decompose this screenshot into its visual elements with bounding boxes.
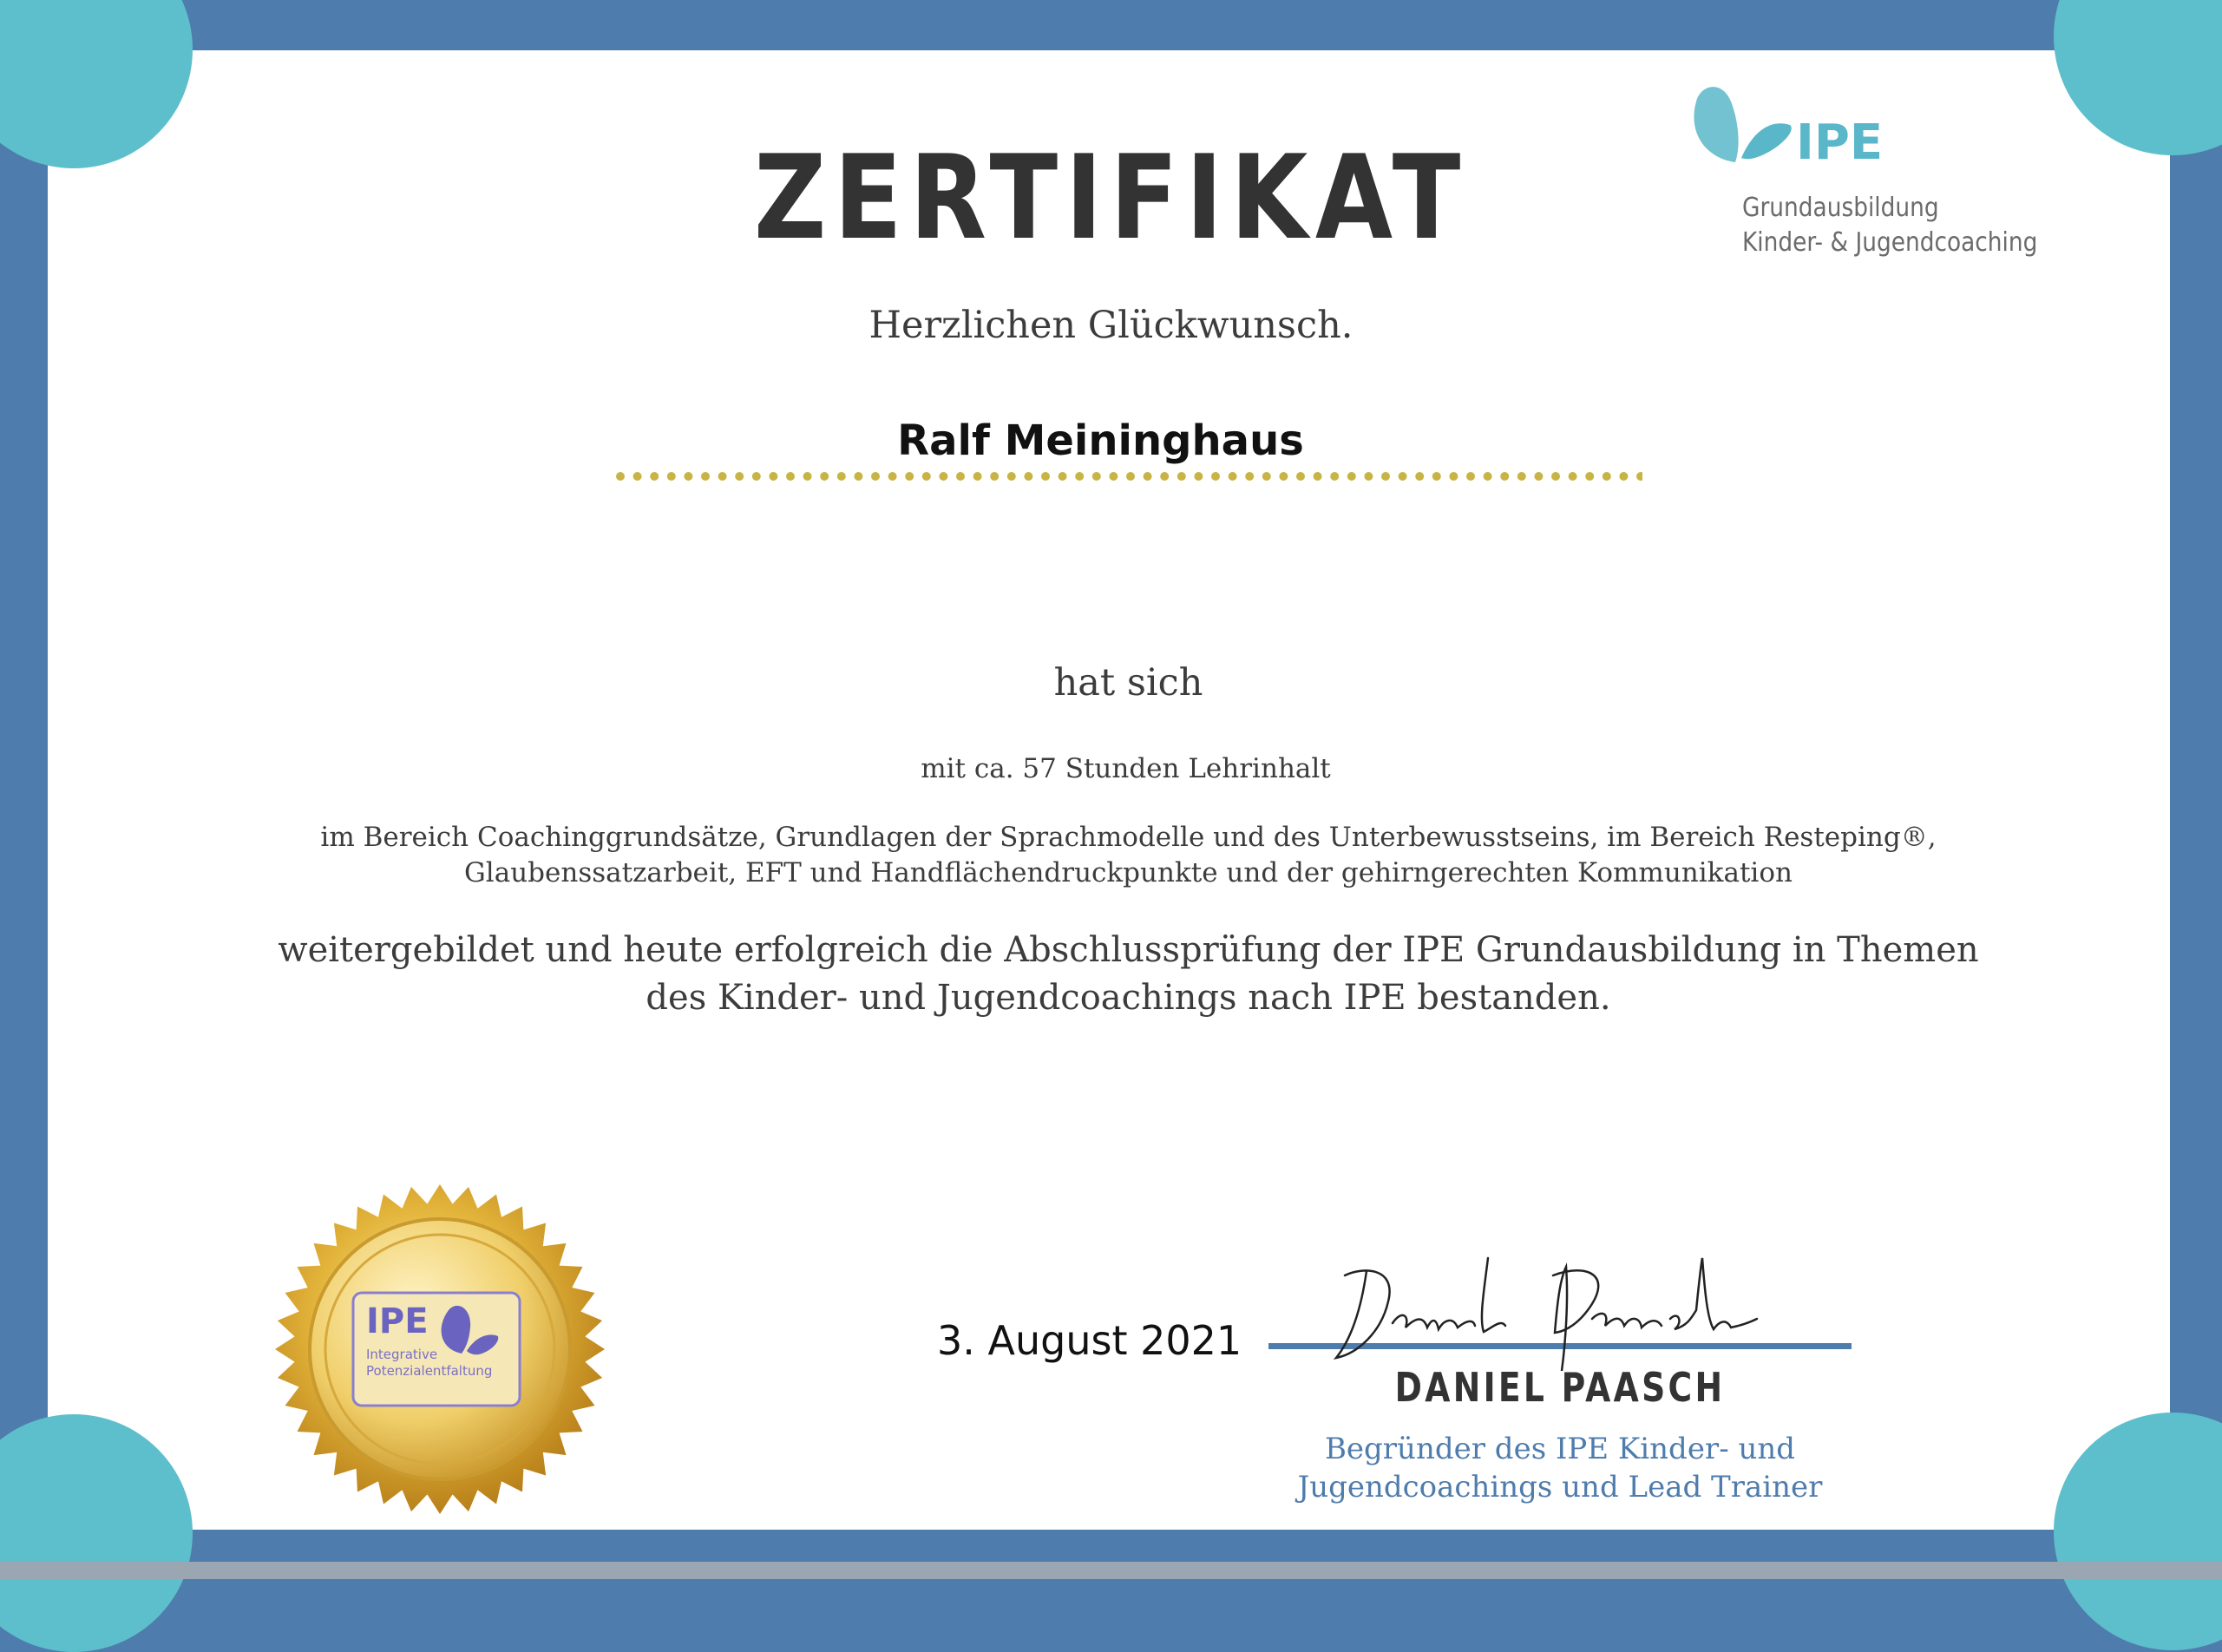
signer-role-line-2: Jugendcoachings und Lead Trainer: [1297, 1470, 1823, 1504]
text-result-line-1: weitergebildet und heute erfolgreich die Abschlussprüfung der IPE Grundausbildung in Themen: [278, 930, 1979, 970]
divider-dot: [922, 472, 931, 481]
text-topics-line-1: im Bereich Coachinggrundsätze, Grundlagen der Sprachmodelle und des Unterbewusstseins, im Bereich Resteping®,: [320, 822, 1937, 853]
divider-dot: [871, 472, 880, 481]
divider-dot: [1484, 472, 1492, 481]
divider-dot: [650, 472, 659, 481]
text-hours: mit ca. 57 Stunden Lehrinhalt: [921, 753, 1331, 784]
divider-dot: [1314, 472, 1322, 481]
divider-dot: [1092, 472, 1101, 481]
divider-dot: [990, 472, 999, 481]
dotted-divider: [614, 470, 1642, 482]
divider-dot: [854, 472, 862, 481]
divider-dot: [1347, 472, 1356, 481]
text-result: [0, 927, 2222, 1022]
divider-dot: [1041, 472, 1050, 481]
logo-subtitle-line-1: Grundausbildung: [1742, 193, 1939, 223]
divider-dot: [1603, 472, 1611, 481]
divider-dot: [1432, 472, 1441, 481]
divider-dot: [956, 472, 965, 481]
logo-brand: IPE: [1796, 115, 1884, 171]
gold-seal: [271, 1180, 609, 1518]
divider-dot: [803, 472, 812, 481]
divider-dot: [1569, 472, 1577, 481]
divider-dot: [1517, 472, 1526, 481]
seal-subtitle-line-1: Integrative: [366, 1347, 438, 1362]
divider-dot: [1211, 472, 1220, 481]
divider-dot: [905, 472, 914, 481]
divider-dot: [633, 472, 642, 481]
divider-dot: [684, 472, 692, 481]
divider-dot: [1500, 472, 1509, 481]
divider-dot: [701, 472, 710, 481]
divider-dot: [1449, 472, 1458, 481]
divider-dot: [1229, 472, 1237, 481]
divider-dot: [1399, 472, 1407, 481]
divider-dot: [1364, 472, 1373, 481]
divider-dot: [1381, 472, 1390, 481]
divider-dot: [786, 472, 795, 481]
divider-dot: [888, 472, 897, 481]
text-has: hat sich: [1053, 661, 1203, 705]
divider-dot: [1059, 472, 1067, 481]
handwritten-signature: [1327, 1249, 1779, 1371]
divider-dot: [1585, 472, 1594, 481]
divider-dot: [1245, 472, 1254, 481]
divider-dot: [1262, 472, 1271, 481]
text-topics: [0, 820, 2222, 891]
divider-dot: [1024, 472, 1032, 481]
recipient-name: Ralf Meininghaus: [897, 416, 1304, 465]
seal-brand: IPE: [366, 1301, 429, 1341]
divider-dot: [1619, 472, 1628, 481]
divider-dot: [1160, 472, 1169, 481]
divider-dot: [820, 472, 829, 481]
divider-dot: [718, 472, 727, 481]
divider-dot: [1126, 472, 1135, 481]
seal-subtitle: [366, 1347, 492, 1380]
divider-dot: [1296, 472, 1305, 481]
divider-dot: [1109, 472, 1118, 481]
text-topics-line-2: Glaubenssatzarbeit, EFT und Handflächendruckpunkte und der gehirngerechten Kommunikation: [464, 857, 1793, 888]
divider-dot: [973, 472, 982, 481]
divider-dot: [1144, 472, 1152, 481]
divider-dot: [1636, 472, 1642, 481]
divider-dot: [616, 472, 625, 481]
seal-subtitle-line-2: Potenzialentfaltung: [366, 1363, 493, 1379]
divider-dot: [1551, 472, 1560, 481]
divider-dot: [1194, 472, 1203, 481]
divider-dot: [1466, 472, 1475, 481]
signer-name: DANIEL PAASCH: [1394, 1364, 1726, 1411]
divider-dot: [1177, 472, 1186, 481]
text-result-line-2: des Kinder- und Jugendcoachings nach IPE bestanden.: [646, 978, 1611, 1018]
certificate-title: ZERTIFIKAT: [753, 130, 1468, 266]
bottom-strip: [0, 1562, 2222, 1579]
divider-dot: [735, 472, 744, 481]
divider-dot: [1534, 472, 1543, 481]
divider-dot: [1007, 472, 1016, 481]
signer-role: [1225, 1430, 1895, 1506]
greeting: Herzlichen Glückwunsch.: [868, 304, 1354, 347]
divider-dot: [752, 472, 761, 481]
signer-role-line-1: Begründer des IPE Kinder- und: [1324, 1432, 1796, 1466]
divider-dot: [667, 472, 676, 481]
divider-dot: [939, 472, 947, 481]
certificate-date: 3. August 2021: [937, 1317, 1242, 1364]
divider-dot: [1075, 472, 1084, 481]
divider-dot: [1279, 472, 1288, 481]
divider-dot: [1330, 472, 1339, 481]
divider-dot: [769, 472, 777, 481]
logo-subtitle-line-2: Kinder- & Jugendcoaching: [1742, 227, 2038, 258]
divider-dot: [1415, 472, 1424, 481]
divider-dot: [837, 472, 846, 481]
